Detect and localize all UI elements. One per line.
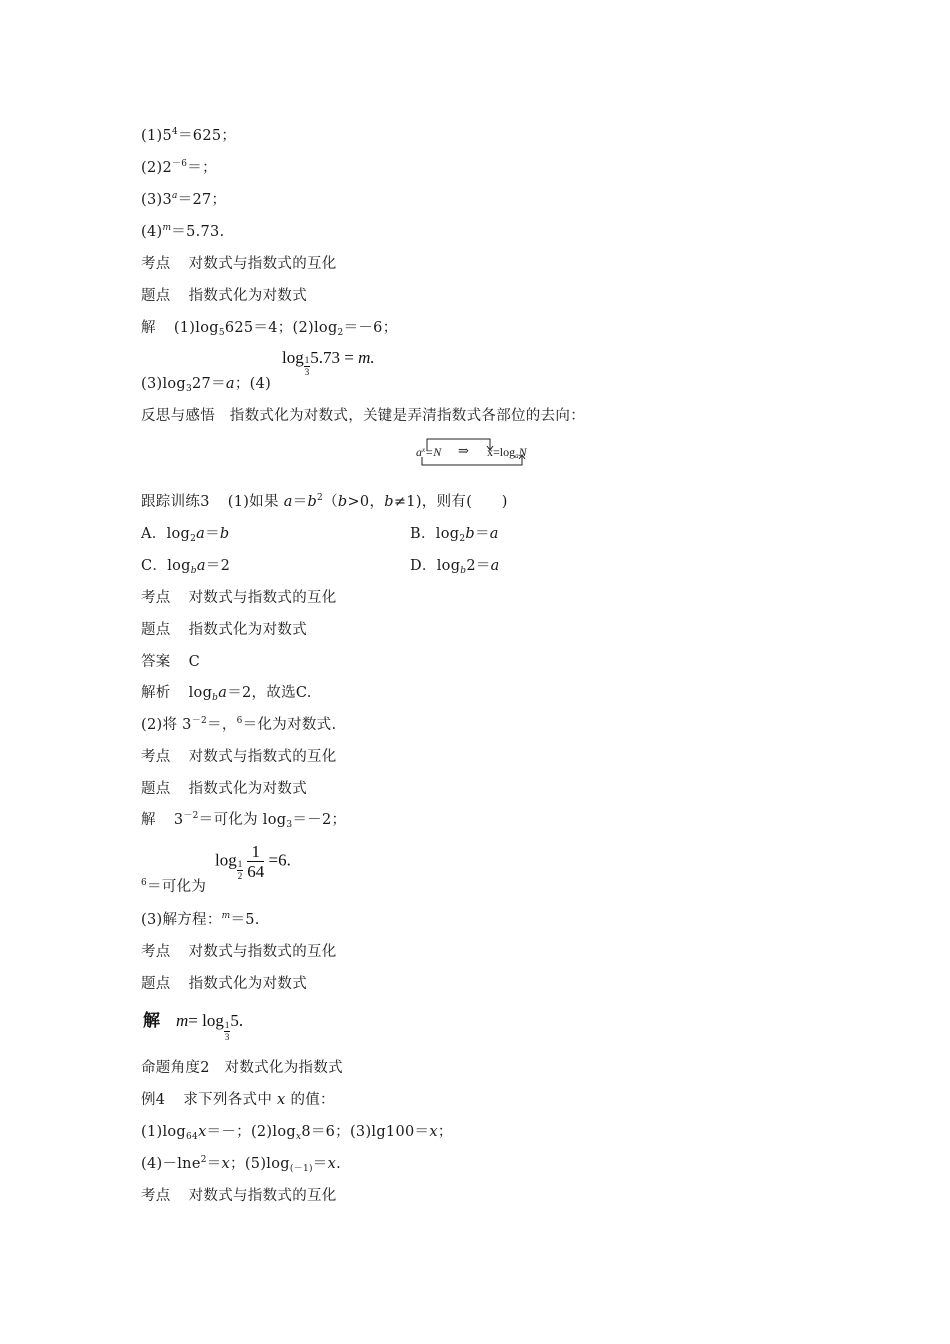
subscript: 3	[286, 820, 293, 830]
options-row-1	[141, 524, 230, 544]
question-2	[141, 715, 336, 735]
exercise-3	[141, 190, 226, 210]
question-3	[141, 910, 260, 930]
solution-line-1	[141, 318, 398, 338]
text: 求下列各式中	[183, 1092, 278, 1108]
variable: a	[225, 376, 235, 392]
variable: x	[198, 1124, 207, 1140]
options-row-2	[141, 556, 230, 576]
option-c[interactable]	[141, 558, 230, 574]
answer-value: C	[188, 654, 201, 670]
tidian-line-3	[141, 779, 307, 799]
formula-solution-q3	[143, 1006, 243, 1042]
text: = log	[188, 1011, 224, 1030]
text: =6.	[264, 850, 291, 870]
label: 考点	[141, 1188, 171, 1204]
variable: a	[196, 526, 206, 542]
subscript: (－1)	[289, 1164, 313, 1174]
text: 3	[173, 812, 184, 828]
text: a	[416, 445, 422, 459]
example-4-items-1	[141, 1122, 453, 1142]
text: ＝	[206, 1156, 222, 1172]
text: 对数式与指数式的互化	[188, 749, 337, 765]
superscript: 2	[317, 493, 324, 503]
variable: a	[218, 685, 228, 701]
formula-log-one-third	[282, 348, 375, 377]
text: (1)5	[141, 128, 172, 144]
label: 题点	[141, 976, 171, 992]
text: (4)－lne	[141, 1156, 201, 1172]
example-4-items-2	[141, 1154, 341, 1174]
superscript: －2	[191, 716, 208, 726]
text: =N	[425, 445, 442, 459]
fraction-denominator: 64	[247, 862, 265, 881]
tidian-line-4	[141, 974, 307, 994]
fraction-numerator: 1	[247, 843, 264, 862]
variable: x	[221, 1156, 231, 1172]
option-d[interactable]	[410, 558, 500, 574]
text: ＝2	[205, 558, 231, 574]
label: 解析	[141, 685, 171, 701]
fraction-numerator: 1	[224, 1020, 230, 1030]
text: ；(5)log	[230, 1156, 290, 1172]
variable: b	[307, 494, 318, 510]
text: ＝－；(2)log	[206, 1124, 296, 1140]
variable: m.	[358, 348, 375, 367]
text: ；	[437, 1124, 453, 1140]
text: ＝－6；	[343, 320, 398, 336]
fraction-denominator: 3	[224, 1032, 230, 1042]
label: 题点	[141, 288, 171, 304]
subscript: 2	[459, 534, 466, 544]
fraction-denominator: 3	[304, 367, 310, 377]
subscript: b	[460, 566, 467, 576]
kaodian-line-4	[141, 942, 337, 962]
text: ＝5.	[230, 912, 260, 928]
superscript: －2	[183, 811, 199, 821]
text: D．log	[410, 558, 461, 574]
superscript: m	[162, 223, 172, 233]
label: 解	[141, 320, 156, 336]
text: 指数式化为对数式	[188, 288, 308, 304]
variable: x	[277, 1092, 286, 1108]
text: 对数式与指数式的互化	[188, 1188, 337, 1204]
subscript: 64	[186, 1132, 199, 1142]
text: 指数式化为对数式	[188, 781, 308, 797]
text: (1)log	[141, 1124, 186, 1140]
tidian-line-2	[141, 620, 307, 640]
variable: a	[489, 526, 499, 542]
text: (1)如果	[227, 494, 284, 510]
label: 考点	[141, 256, 171, 272]
text: ＝，	[207, 717, 237, 733]
formula-log-one-half	[215, 843, 291, 881]
label: 考点	[141, 944, 171, 960]
exercise-2	[141, 158, 217, 178]
text: log	[215, 850, 237, 870]
text: ＝可化为	[147, 879, 207, 895]
text: C．log	[141, 558, 191, 574]
subscript: b	[190, 566, 197, 576]
label: 题点	[141, 622, 171, 638]
diagram-right	[487, 445, 527, 460]
text: >0，	[347, 494, 385, 510]
example-4	[141, 1090, 335, 1110]
text: ＝化为对数式.	[242, 717, 337, 733]
text: (3)log	[141, 376, 186, 392]
variable: b	[219, 526, 230, 542]
text: 反思与感悟 指数式化为对数式，关键是弄清指数式各部位的去向：	[141, 408, 585, 424]
variable: a	[490, 558, 500, 574]
option-a[interactable]	[141, 526, 230, 542]
text: B．log	[410, 526, 460, 542]
variable: b	[465, 526, 475, 542]
proposition-angle-2	[141, 1058, 343, 1078]
text: log	[282, 348, 304, 367]
analysis-line	[141, 683, 312, 703]
text: 625＝4；(2)log	[224, 320, 338, 336]
text: (2)将 3	[141, 717, 192, 733]
practice-3-question	[141, 492, 508, 512]
option-b-line	[410, 524, 499, 544]
variable: b	[384, 494, 394, 510]
exercise-1	[141, 126, 236, 146]
text: 对数式与指数式的互化	[188, 944, 337, 960]
text: ＝2，故选C.	[227, 685, 312, 701]
superscript: x	[422, 446, 426, 454]
subscript: 3	[186, 384, 193, 394]
text: 对数式与指数式的互化	[188, 256, 337, 272]
text: 8＝6；(3)lg100＝	[301, 1124, 430, 1140]
text: ＝；	[187, 160, 217, 176]
kaodian-line-3	[141, 747, 337, 767]
section-heading: 命题角度2 对数式化为指数式	[141, 1060, 343, 1076]
subscript: 5	[218, 328, 225, 338]
subscript: x	[295, 1132, 302, 1142]
label: 考点	[141, 749, 171, 765]
variable: m	[176, 1011, 189, 1030]
variable: N	[518, 445, 527, 459]
superscript: 6	[141, 878, 148, 888]
variable: b	[337, 494, 348, 510]
superscript: a	[171, 191, 178, 201]
text: 5.	[230, 1011, 244, 1030]
superscript: 4	[171, 127, 178, 137]
solution-line-2	[141, 374, 271, 394]
variable: x	[429, 1124, 438, 1140]
tidian-line	[141, 286, 307, 306]
reflection-line	[141, 406, 585, 426]
text: 对数式与指数式的互化	[188, 590, 337, 606]
text: 的值：	[285, 1092, 335, 1108]
kaodian-line	[141, 254, 337, 274]
label: 解	[141, 812, 156, 828]
text: 指数式化为对数式	[188, 622, 308, 638]
label: 解	[143, 1011, 160, 1031]
subscript: a	[515, 452, 519, 460]
option-d-line	[410, 556, 500, 576]
conversion-diagram	[416, 437, 536, 467]
text: (3)3	[141, 192, 172, 208]
text: ＝625；	[178, 128, 237, 144]
superscript: 2	[200, 1155, 207, 1165]
answer-line	[141, 652, 200, 672]
subscript: b	[212, 693, 219, 703]
text: （	[323, 494, 338, 510]
text: (4)	[141, 224, 163, 240]
text: log	[188, 685, 213, 701]
text: ；(4)	[234, 376, 272, 392]
text: ＝	[474, 526, 490, 542]
text: (2)2	[141, 160, 172, 176]
text: ＝可化为 log	[198, 812, 287, 828]
text: x=log	[487, 445, 516, 459]
superscript: 6	[236, 716, 243, 726]
text: A．log	[141, 526, 191, 542]
subscript: 2	[337, 328, 344, 338]
label: 考点	[141, 590, 171, 606]
kaodian-line-2	[141, 588, 337, 608]
text: 2＝	[466, 558, 491, 574]
option-b[interactable]	[410, 526, 499, 542]
text: ≠1)，则有( )	[393, 494, 508, 510]
variable: a	[196, 558, 206, 574]
exercise-4	[141, 222, 225, 242]
text: .	[336, 1156, 341, 1172]
kaodian-line-5	[141, 1186, 337, 1206]
fraction-numerator: 1	[237, 859, 243, 870]
variable: x	[327, 1156, 337, 1172]
variable: a	[283, 494, 293, 510]
text: ＝	[205, 526, 220, 542]
label: 答案	[141, 654, 171, 670]
solution-q2-line	[141, 810, 346, 830]
superscript: m	[221, 911, 231, 921]
text: 指数式化为对数式	[188, 976, 308, 992]
text: ＝27；	[177, 192, 227, 208]
fraction-denominator: 2	[237, 871, 243, 882]
text: (1)log	[173, 320, 219, 336]
implies-icon: ⇒	[458, 444, 469, 459]
label: 跟踪训练3	[141, 494, 210, 510]
subscript: 2	[190, 534, 197, 544]
fraction-numerator: 1	[304, 355, 310, 365]
solution-q2-line-2	[141, 877, 206, 897]
text: 5.73 =	[310, 348, 359, 367]
label: 题点	[141, 781, 171, 797]
superscript: －6	[171, 159, 188, 169]
label: 例4	[141, 1092, 166, 1108]
text: ＝5.73.	[171, 224, 225, 240]
text: (3)解方程：	[141, 912, 222, 928]
text: 27＝	[192, 376, 226, 392]
text: ＝	[292, 494, 308, 510]
text: ＝	[312, 1156, 328, 1172]
text: ＝－2；	[292, 812, 347, 828]
diagram-left	[416, 445, 441, 460]
